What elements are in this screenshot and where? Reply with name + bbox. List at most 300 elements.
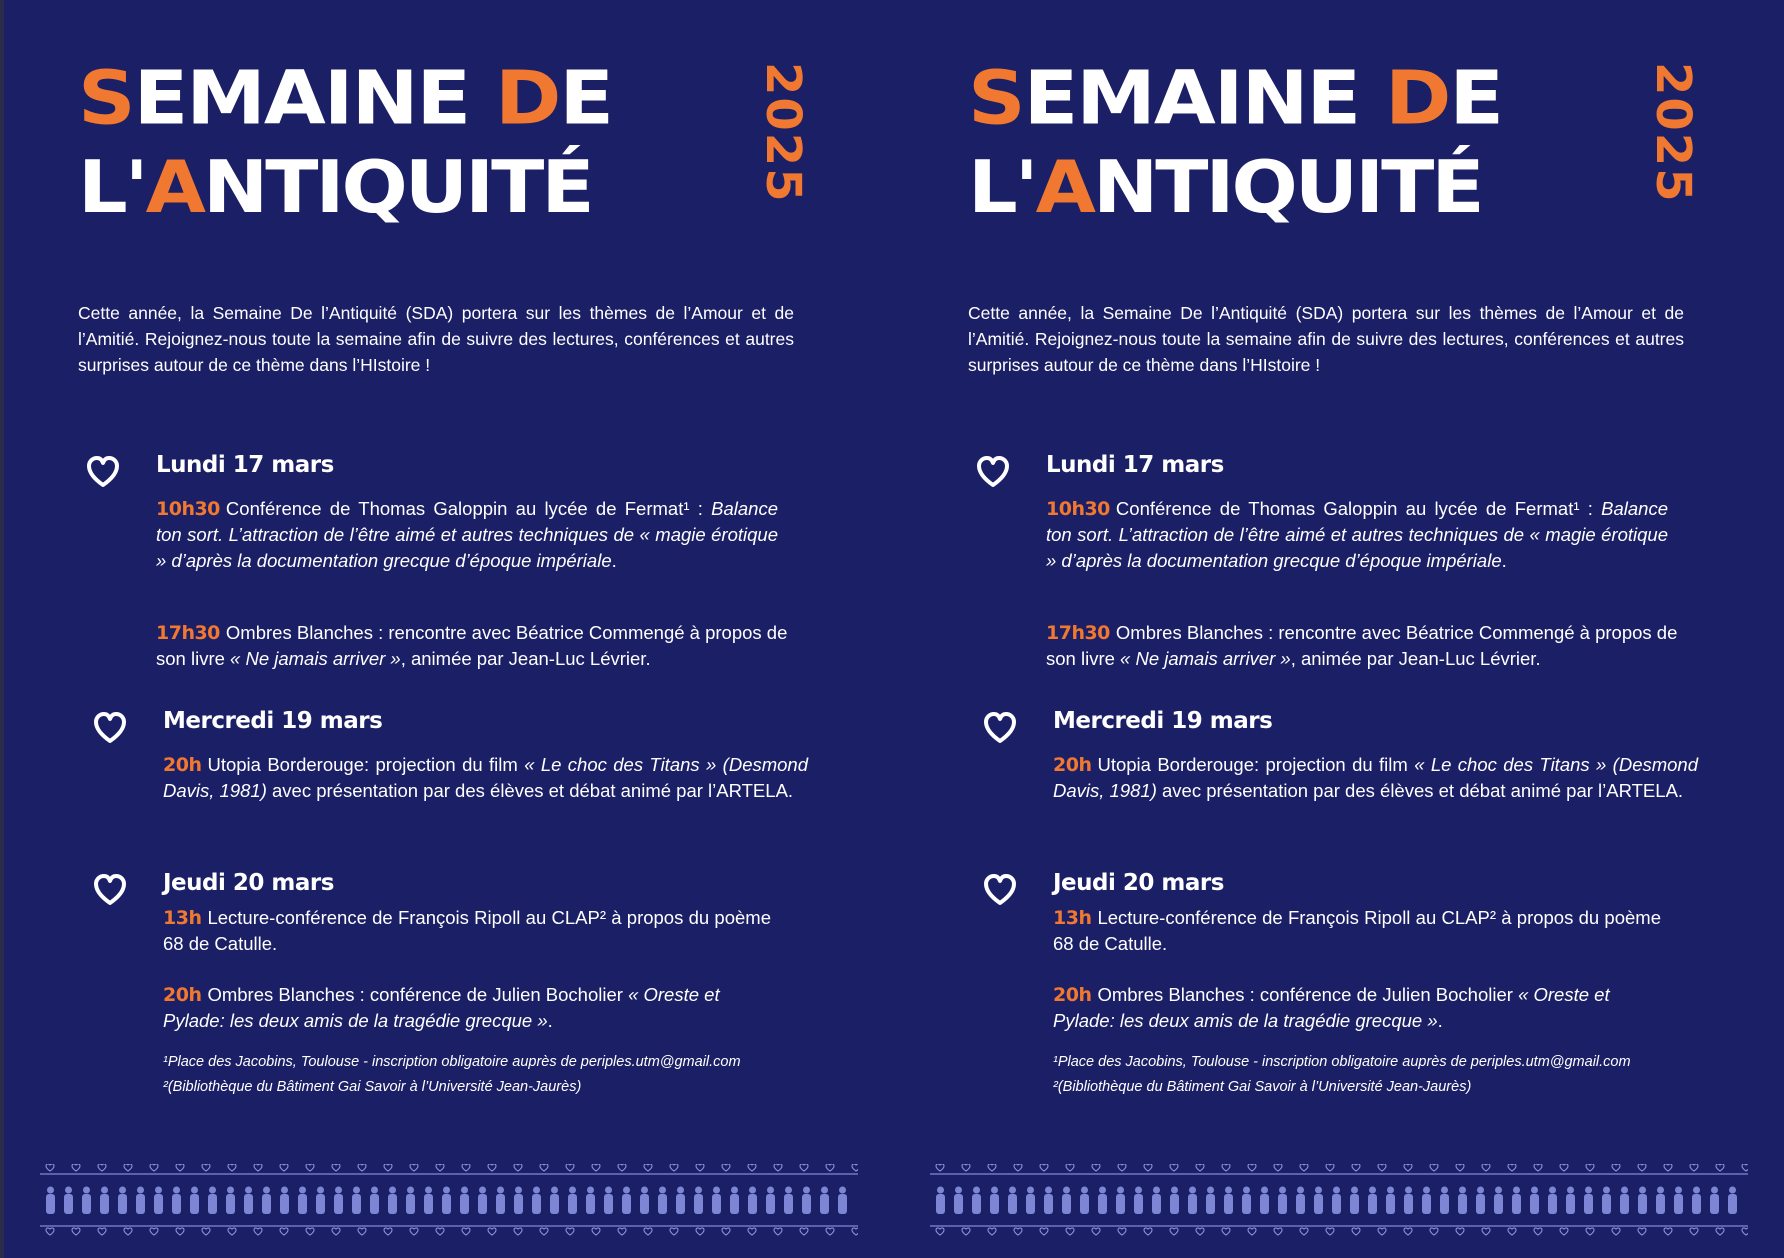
frieze-heart — [46, 1164, 54, 1171]
frieze-figure-head — [1081, 1187, 1088, 1194]
frieze-figure-head — [731, 1187, 738, 1194]
frieze-figure-head — [767, 1187, 774, 1194]
frieze-figure — [1080, 1194, 1089, 1214]
frieze-heart — [1014, 1164, 1022, 1171]
frieze-figure — [1062, 1194, 1071, 1214]
frieze-figure — [1350, 1194, 1359, 1214]
frieze-figure — [514, 1194, 523, 1214]
frieze-figure — [136, 1194, 145, 1214]
frieze-heart — [1638, 1228, 1646, 1235]
frieze-figure — [676, 1194, 685, 1214]
frieze-figure — [442, 1194, 451, 1214]
frieze-figure-head — [1243, 1187, 1250, 1194]
frieze-heart — [618, 1164, 626, 1171]
frieze-heart — [696, 1228, 704, 1235]
poster-right — [890, 0, 1782, 1258]
year-vertical: 2025 — [1645, 62, 1701, 204]
frieze-heart — [936, 1228, 944, 1235]
frieze-figure-head — [839, 1187, 846, 1194]
frieze-figure-head — [1711, 1187, 1718, 1194]
frieze-heart — [566, 1228, 574, 1235]
frieze-figure — [190, 1194, 199, 1214]
frieze-heart — [540, 1228, 548, 1235]
frieze-figure — [226, 1194, 235, 1214]
frieze-heart — [1300, 1228, 1308, 1235]
frieze-figure-head — [1135, 1187, 1142, 1194]
frieze-figure — [748, 1194, 757, 1214]
frieze-figure-head — [1063, 1187, 1070, 1194]
frieze-heart — [1716, 1164, 1724, 1171]
frieze-figure-head — [1693, 1187, 1700, 1194]
event-thursday-1: 13h Lecture-conférence de François Ripoll au CLAP² à propos du poème 68 de Catulle. — [163, 907, 771, 954]
frieze-figure-head — [1531, 1187, 1538, 1194]
frieze-heart — [1690, 1228, 1698, 1235]
frieze-figure — [424, 1194, 433, 1214]
frieze-figure-head — [1153, 1187, 1160, 1194]
frieze-figure-head — [955, 1187, 962, 1194]
frieze-figure — [694, 1194, 703, 1214]
footnote-2: ²(Bibliothèque du Bâtiment Gai Savoir à l’Université Jean-Jaurès) — [163, 1079, 582, 1095]
frieze-heart — [1118, 1164, 1126, 1171]
footnotes — [163, 1050, 741, 1100]
frieze-figure — [1638, 1194, 1647, 1214]
frieze-heart — [1144, 1164, 1152, 1171]
frieze-figure-head — [479, 1187, 486, 1194]
frieze-heart — [1508, 1164, 1516, 1171]
frieze-figure — [460, 1194, 469, 1214]
frieze-figure — [622, 1194, 631, 1214]
heart-icon — [92, 710, 128, 746]
frieze-figure-head — [371, 1187, 378, 1194]
frieze-figure — [1548, 1194, 1557, 1214]
frieze-figure — [64, 1194, 73, 1214]
frieze-heart — [800, 1228, 808, 1235]
frieze-figure-head — [389, 1187, 396, 1194]
frieze-figure — [1260, 1194, 1269, 1214]
heart-icon — [982, 872, 1018, 908]
frieze-heart — [1378, 1228, 1386, 1235]
year-vertical: 2025 — [755, 62, 811, 204]
frieze-figure-head — [227, 1187, 234, 1194]
frieze-heart — [1612, 1164, 1620, 1171]
frieze-figure — [1332, 1194, 1341, 1214]
frieze-figure — [1476, 1194, 1485, 1214]
frieze-figure — [1512, 1194, 1521, 1214]
frieze-heart — [1716, 1228, 1724, 1235]
footnote-2: ²(Bibliothèque du Bâtiment Gai Savoir à l’Université Jean-Jaurès) — [1053, 1079, 1472, 1095]
frieze-heart — [1040, 1164, 1048, 1171]
frieze-figure — [1008, 1194, 1017, 1214]
frieze-figure-head — [425, 1187, 432, 1194]
footnotes — [1053, 1050, 1631, 1100]
frieze-figure-head — [821, 1187, 828, 1194]
event-wednesday-1: 20h Utopia Borderouge: projection du film « Le choc des Titans » (Desmond Davis, 1981) avec présentation par des élèves et débat animé par l’ARTELA. — [1053, 754, 1699, 801]
frieze-figure — [532, 1194, 541, 1214]
frieze-heart — [1300, 1164, 1308, 1171]
frieze-figure — [1584, 1194, 1593, 1214]
footnote-1: ¹Place des Jacobins, Toulouse - inscription obligatoire auprès de periples.utm@gmail.com — [1053, 1054, 1631, 1070]
frieze-heart — [1170, 1228, 1178, 1235]
frieze-figure-head — [1387, 1187, 1394, 1194]
frieze-figure-head — [1207, 1187, 1214, 1194]
frieze-heart — [670, 1164, 678, 1171]
event-wednesday-1: 20h Utopia Borderouge: projection du film « Le choc des Titans » (Desmond Davis, 1981) avec présentation par des élèves et débat animé par l’ARTELA. — [163, 754, 809, 801]
frieze-heart — [462, 1228, 470, 1235]
frieze-figure — [1242, 1194, 1251, 1214]
event-thursday-2: 20h Ombres Blanches : conférence de Julien Bocholier « Oreste et Pylade: les deux amis de la tragédie grecque ». — [163, 984, 720, 1031]
frieze-heart — [936, 1164, 944, 1171]
frieze-heart — [748, 1228, 756, 1235]
frieze-heart — [592, 1164, 600, 1171]
frieze-heart — [1430, 1228, 1438, 1235]
frieze-figure-head — [137, 1187, 144, 1194]
frieze-heart — [358, 1164, 366, 1171]
frieze-heart — [280, 1164, 288, 1171]
frieze-heart — [1612, 1228, 1620, 1235]
frieze-heart — [1222, 1228, 1230, 1235]
frieze-heart — [1066, 1228, 1074, 1235]
frieze-figure — [802, 1194, 811, 1214]
frieze-heart — [1560, 1228, 1568, 1235]
frieze-figure — [820, 1194, 829, 1214]
frieze-figure — [1224, 1194, 1233, 1214]
intro-paragraph: Cette année, la Semaine De l’Antiquité (SDA) portera sur les thèmes de l’Amour et de l’Amitié. Rejoignez-nous toute la semaine afin de suivre des lectures, conférences et autres surprises autour de ce thème dans l’HIstoire ! — [968, 303, 1684, 375]
poster-title — [968, 55, 1658, 230]
frieze-heart — [72, 1164, 80, 1171]
frieze-heart — [1586, 1228, 1594, 1235]
frieze-heart — [670, 1228, 678, 1235]
frieze-figure-head — [83, 1187, 90, 1194]
frieze-heart — [1378, 1164, 1386, 1171]
frieze-figure-head — [173, 1187, 180, 1194]
frieze-figure — [1404, 1194, 1413, 1214]
frieze-figure — [496, 1194, 505, 1214]
frieze-figure-head — [263, 1187, 270, 1194]
intro-paragraph: Cette année, la Semaine De l’Antiquité (SDA) portera sur les thèmes de l’Amour et de l’Amitié. Rejoignez-nous toute la semaine afin de suivre des lectures, conférences et autres surprises autour de ce thème dans l’HIstoire ! — [78, 303, 794, 375]
heart-icon — [982, 710, 1018, 746]
frieze-figure-head — [1225, 1187, 1232, 1194]
frieze-figure-head — [587, 1187, 594, 1194]
frieze-figure-head — [335, 1187, 342, 1194]
frieze-figure-head — [1423, 1187, 1430, 1194]
frieze-figure-head — [623, 1187, 630, 1194]
frieze-heart — [618, 1228, 626, 1235]
frieze-heart — [306, 1228, 314, 1235]
frieze-figure — [990, 1194, 999, 1214]
frieze-figure-head — [1045, 1187, 1052, 1194]
frieze-heart — [748, 1164, 756, 1171]
frieze-heart — [1664, 1164, 1672, 1171]
frieze-figure — [972, 1194, 981, 1214]
frieze-heart — [228, 1228, 236, 1235]
frieze-figure — [1098, 1194, 1107, 1214]
frieze-figure-head — [641, 1187, 648, 1194]
frieze-heart — [1690, 1164, 1698, 1171]
event-thursday-2: 20h Ombres Blanches : conférence de Julien Bocholier « Oreste et Pylade: les deux amis de la tragédie grecque ». — [1053, 984, 1610, 1031]
frieze-figure-head — [1477, 1187, 1484, 1194]
frieze-heart — [1222, 1164, 1230, 1171]
day-title-monday: Lundi 17 mars — [156, 452, 334, 478]
frieze-figure-head — [155, 1187, 162, 1194]
heart-icon — [85, 454, 121, 490]
frieze-heart — [1274, 1228, 1282, 1235]
frieze-figure — [1692, 1194, 1701, 1214]
frieze-figure-head — [695, 1187, 702, 1194]
frieze-figure — [1494, 1194, 1503, 1214]
frieze-heart — [1326, 1228, 1334, 1235]
heart-icon — [92, 872, 128, 908]
frieze-heart — [176, 1164, 184, 1171]
frieze-heart — [1586, 1164, 1594, 1171]
title-line-2: L'ANTIQUITÉ — [968, 146, 1482, 230]
poster-title — [78, 55, 768, 230]
frieze-figure — [838, 1194, 847, 1214]
frieze-figure-head — [1441, 1187, 1448, 1194]
frieze-figure — [280, 1194, 289, 1214]
frieze-figure-head — [1621, 1187, 1628, 1194]
frieze-figure-head — [937, 1187, 944, 1194]
frieze-figure — [1296, 1194, 1305, 1214]
frieze-heart — [98, 1228, 106, 1235]
frieze-heart — [150, 1164, 158, 1171]
frieze-figure-head — [1549, 1187, 1556, 1194]
frieze-heart — [722, 1164, 730, 1171]
frieze-heart — [1040, 1228, 1048, 1235]
frieze-heart — [1404, 1164, 1412, 1171]
frieze-figure — [658, 1194, 667, 1214]
frieze-figure — [46, 1194, 55, 1214]
frieze-heart — [488, 1228, 496, 1235]
frieze-figure-head — [407, 1187, 414, 1194]
frieze-heart — [644, 1164, 652, 1171]
frieze-figure — [352, 1194, 361, 1214]
frieze-heart — [1742, 1228, 1748, 1235]
frieze-figure-head — [605, 1187, 612, 1194]
frieze-figure — [1368, 1194, 1377, 1214]
frieze-figure — [334, 1194, 343, 1214]
frieze-figure — [1710, 1194, 1719, 1214]
frieze-figure — [1206, 1194, 1215, 1214]
frieze-figure-head — [245, 1187, 252, 1194]
frieze-figure — [1566, 1194, 1575, 1214]
frieze-heart — [852, 1228, 858, 1235]
frieze-figure — [208, 1194, 217, 1214]
frieze-figure — [1728, 1194, 1737, 1214]
frieze-heart — [384, 1228, 392, 1235]
frieze-figure-head — [1657, 1187, 1664, 1194]
frieze-figure — [298, 1194, 307, 1214]
frieze-figure — [1440, 1194, 1449, 1214]
frieze-figure-head — [1333, 1187, 1340, 1194]
frieze-figure — [388, 1194, 397, 1214]
frieze-figure-head — [353, 1187, 360, 1194]
frieze-figure-head — [1459, 1187, 1466, 1194]
frieze-heart — [962, 1228, 970, 1235]
frieze-figure — [1134, 1194, 1143, 1214]
frieze-heart — [826, 1164, 834, 1171]
frieze-heart — [988, 1164, 996, 1171]
frieze-heart — [1456, 1228, 1464, 1235]
frieze-heart — [254, 1228, 262, 1235]
frieze-figure — [406, 1194, 415, 1214]
frieze-heart — [1274, 1164, 1282, 1171]
frieze-heart — [1508, 1228, 1516, 1235]
frieze-heart — [332, 1228, 340, 1235]
frieze-heart — [514, 1164, 522, 1171]
frieze-figure — [568, 1194, 577, 1214]
frieze-heart — [358, 1228, 366, 1235]
frieze-heart — [1014, 1228, 1022, 1235]
frieze-heart — [410, 1228, 418, 1235]
frieze-figure — [1620, 1194, 1629, 1214]
frieze-heart — [1482, 1164, 1490, 1171]
day-title-monday: Lundi 17 mars — [1046, 452, 1224, 478]
frieze-heart — [98, 1164, 106, 1171]
frieze-figure-head — [551, 1187, 558, 1194]
frieze-figure-head — [1603, 1187, 1610, 1194]
day-title-thursday: Jeudi 20 mars — [1053, 870, 1224, 896]
frieze-figure-head — [47, 1187, 54, 1194]
frieze-figure-head — [1513, 1187, 1520, 1194]
frieze-heart — [988, 1228, 996, 1235]
frieze-figure — [316, 1194, 325, 1214]
frieze-heart — [124, 1228, 132, 1235]
frieze-figure-head — [1297, 1187, 1304, 1194]
frieze-figure — [640, 1194, 649, 1214]
frieze-heart — [962, 1164, 970, 1171]
frieze-figure — [1386, 1194, 1395, 1214]
frieze-figure — [1044, 1194, 1053, 1214]
frieze-figure-head — [803, 1187, 810, 1194]
frieze-figure-head — [299, 1187, 306, 1194]
frieze-heart — [384, 1164, 392, 1171]
greek-frieze-decoration — [930, 1164, 1748, 1236]
frieze-heart — [228, 1164, 236, 1171]
frieze-heart — [1664, 1228, 1672, 1235]
frieze-figure — [172, 1194, 181, 1214]
frieze-figure-head — [65, 1187, 72, 1194]
frieze-heart — [774, 1228, 782, 1235]
frieze-figure — [1530, 1194, 1539, 1214]
frieze-heart — [1196, 1228, 1204, 1235]
frieze-heart — [280, 1228, 288, 1235]
frieze-heart — [1638, 1164, 1646, 1171]
frieze-figure — [604, 1194, 613, 1214]
frieze-figure-head — [1405, 1187, 1412, 1194]
frieze-figure-head — [569, 1187, 576, 1194]
footnote-1: ¹Place des Jacobins, Toulouse - inscription obligatoire auprès de periples.utm@gmail.com — [163, 1054, 741, 1070]
frieze-figure-head — [533, 1187, 540, 1194]
frieze-figure-head — [713, 1187, 720, 1194]
frieze-figure-head — [101, 1187, 108, 1194]
frieze-figure — [370, 1194, 379, 1214]
frieze-figure-head — [1261, 1187, 1268, 1194]
frieze-figure-head — [973, 1187, 980, 1194]
event-monday-2: 17h30 Ombres Blanches : rencontre avec Béatrice Commengé à propos de son livre « Ne jamais arriver », animée par Jean-Luc Lévrier. — [1046, 622, 1678, 669]
title-line-1: SEMAINE DE — [78, 55, 613, 142]
frieze-figure — [478, 1194, 487, 1214]
frieze-figure-head — [1009, 1187, 1016, 1194]
frieze-heart — [826, 1228, 834, 1235]
frieze-figure — [1458, 1194, 1467, 1214]
heart-icon — [975, 454, 1011, 490]
frieze-figure-head — [1027, 1187, 1034, 1194]
frieze-figure — [1422, 1194, 1431, 1214]
frieze-heart — [1248, 1164, 1256, 1171]
day-title-wednesday: Mercredi 19 mars — [163, 708, 383, 734]
frieze-figure-head — [1369, 1187, 1376, 1194]
frieze-heart — [1352, 1164, 1360, 1171]
frieze-figure — [1278, 1194, 1287, 1214]
frieze-heart — [436, 1228, 444, 1235]
frieze-heart — [462, 1164, 470, 1171]
frieze-figure — [1602, 1194, 1611, 1214]
frieze-figure-head — [1639, 1187, 1646, 1194]
frieze-figure-head — [119, 1187, 126, 1194]
frieze-figure-head — [1585, 1187, 1592, 1194]
frieze-heart — [1092, 1164, 1100, 1171]
frieze-heart — [1326, 1164, 1334, 1171]
frieze-heart — [1352, 1228, 1360, 1235]
frieze-heart — [592, 1228, 600, 1235]
frieze-figure — [1674, 1194, 1683, 1214]
frieze-figure — [244, 1194, 253, 1214]
frieze-figure-head — [209, 1187, 216, 1194]
frieze-figure-head — [317, 1187, 324, 1194]
day-title-wednesday: Mercredi 19 mars — [1053, 708, 1273, 734]
frieze-figure-head — [1567, 1187, 1574, 1194]
frieze-figure — [550, 1194, 559, 1214]
frieze-figure-head — [1315, 1187, 1322, 1194]
event-thursday-1: 13h Lecture-conférence de François Ripoll au CLAP² à propos du poème 68 de Catulle. — [1053, 907, 1661, 954]
frieze-heart — [1144, 1228, 1152, 1235]
frieze-figure — [1656, 1194, 1665, 1214]
frieze-heart — [1404, 1228, 1412, 1235]
frieze-heart — [1066, 1164, 1074, 1171]
title-line-2: L'ANTIQUITÉ — [78, 146, 592, 230]
event-monday-1: 10h30 Conférence de Thomas Galoppin au lycée de Fermat¹ : Balance ton sort. L’attraction de l’être aimé et autres techniques de « magie érotique » d’après la documentation grecque d’époque impériale. — [156, 498, 778, 571]
frieze-figure — [100, 1194, 109, 1214]
frieze-heart — [46, 1228, 54, 1235]
frieze-heart — [202, 1228, 210, 1235]
frieze-figure-head — [1117, 1187, 1124, 1194]
frieze-heart — [1456, 1164, 1464, 1171]
event-monday-2: 17h30 Ombres Blanches : rencontre avec Béatrice Commengé à propos de son livre « Ne jamais arriver », animée par Jean-Luc Lévrier. — [156, 622, 788, 669]
frieze-figure — [1314, 1194, 1323, 1214]
frieze-heart — [124, 1164, 132, 1171]
frieze-heart — [150, 1228, 158, 1235]
frieze-heart — [254, 1164, 262, 1171]
frieze-figure — [954, 1194, 963, 1214]
frieze-figure-head — [1189, 1187, 1196, 1194]
frieze-figure-head — [1729, 1187, 1736, 1194]
frieze-heart — [410, 1164, 418, 1171]
frieze-heart — [1248, 1228, 1256, 1235]
frieze-heart — [306, 1164, 314, 1171]
greek-frieze-decoration — [40, 1164, 858, 1236]
frieze-figure-head — [443, 1187, 450, 1194]
frieze-heart — [514, 1228, 522, 1235]
frieze-figure — [1152, 1194, 1161, 1214]
frieze-figure-head — [677, 1187, 684, 1194]
frieze-heart — [436, 1164, 444, 1171]
frieze-figure — [1026, 1194, 1035, 1214]
frieze-heart — [800, 1164, 808, 1171]
frieze-figure-head — [1279, 1187, 1286, 1194]
frieze-heart — [722, 1228, 730, 1235]
frieze-heart — [1430, 1164, 1438, 1171]
frieze-figure — [1170, 1194, 1179, 1214]
